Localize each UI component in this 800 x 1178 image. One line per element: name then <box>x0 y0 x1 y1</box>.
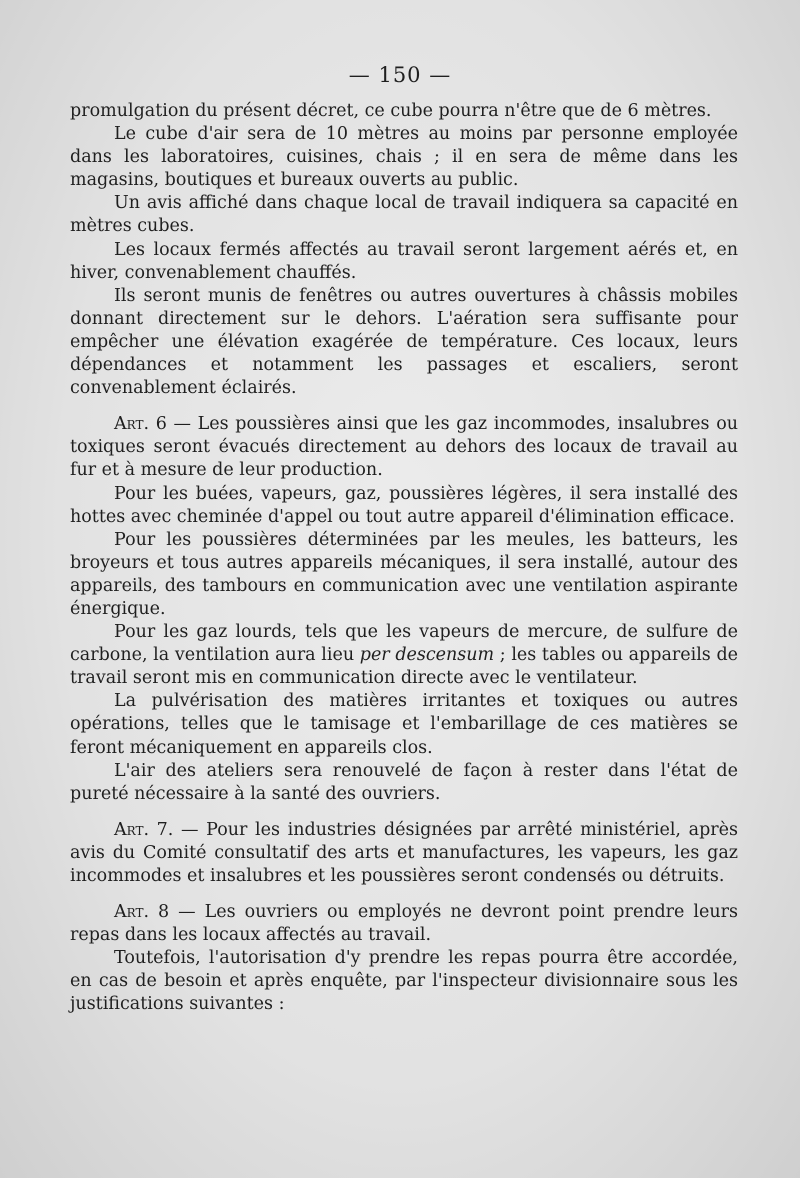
article-7-text: — Pour les industries désignées par arrêté ministériel, après avis du Comité consultatif des arts et manufactures, les vapeurs, les gaz incommodes et insalubres et les poussières seront condensés ou détruits. <box>70 819 738 886</box>
paragraph-air-renewal: L'air des ateliers sera renouvelé de façon à rester dans l'état de pureté nécessaire à la santé des ouvriers. <box>70 760 738 804</box>
heavy-gases-text-b: ; les tables ou appareils de travail seront mis en communication directe avec le ventilateur. <box>70 645 738 689</box>
article-8-label: Art. 8 <box>114 902 170 923</box>
page-number-header: — 150 — <box>348 63 452 87</box>
article-6 <box>70 413 738 482</box>
paragraph-heavy-gases <box>70 621 738 690</box>
article-6-text: — Les poussières ainsi que les gaz incommodes, insalubres ou toxiques seront évacués directement au dehors des locaux de travail au fur et à mesure de leur production. <box>70 414 738 481</box>
article-6-label: Art. 6 <box>114 414 167 435</box>
paragraph-air-volume: Le cube d'air sera de 10 mètres au moins par personne employée dans les laboratoires, cuisines, chais ; il en sera de même dans les magasins, boutiques et bureaux ouverts au public. <box>70 124 738 191</box>
body-text <box>70 100 738 1017</box>
heavy-gases-text-a: Pour les gaz lourds, tels que les vapeurs de mercure, de sulfure de carbone, la ventilation aura lieu <box>70 622 738 666</box>
paragraph-pulverization: La pulvérisation des matières irritantes et toxiques ou autres opérations, telles que le tamisage et l'embarillage de ces matières se feront mécaniquement en appareils clos. <box>70 691 738 758</box>
paragraph-hoods: Pour les buées, vapeurs, gaz, poussières légères, il sera installé des hottes avec cheminée d'appel ou tout autre appareil d'élimination efficace. <box>70 483 738 527</box>
paragraph-windows: Ils seront munis de fenêtres ou autres ouvertures à châssis mobiles donnant directement sur le dehors. L'aération sera suffisante pour empêcher une élévation exagérée de température. Ces locaux, leurs dépendances et notamment les passages et escaliers, seront convenablement éclairés. <box>70 285 738 399</box>
article-8 <box>70 901 738 947</box>
paragraph-continuation: promulgation du présent décret, ce cube pourra n'être que de 6 mètres. <box>70 101 712 121</box>
heavy-gases-latin-term: per descensum <box>359 645 495 666</box>
article-7 <box>70 819 738 888</box>
paragraph-meal-authorization: Toutefois, l'autorisation d'y prendre les repas pourra être accordée, en cas de besoin et après enquête, par l'inspecteur divisionnaire sous les justifications suivantes : <box>70 948 738 1015</box>
article-7-label: Art. 7. <box>114 819 174 840</box>
paragraph-mechanical-dust: Pour les poussières déterminées par les meules, les batteurs, les broyeurs et tous autres appareils mécaniques, il sera installé, autour des appareils, des tambours en communication avec une ventilation aspirante énergique. <box>70 529 738 619</box>
article-8-text: — Les ouvriers ou employés ne devront point prendre leurs repas dans les locaux affectés au travail. <box>70 902 738 946</box>
paragraph-capacity-notice: Un avis affiché dans chaque local de travail indiquera sa capacité en mètres cubes. <box>70 193 738 237</box>
paragraph-ventilation-heating: Les locaux fermés affectés au travail seront largement aérés et, en hiver, convenablement chauffés. <box>70 239 738 283</box>
